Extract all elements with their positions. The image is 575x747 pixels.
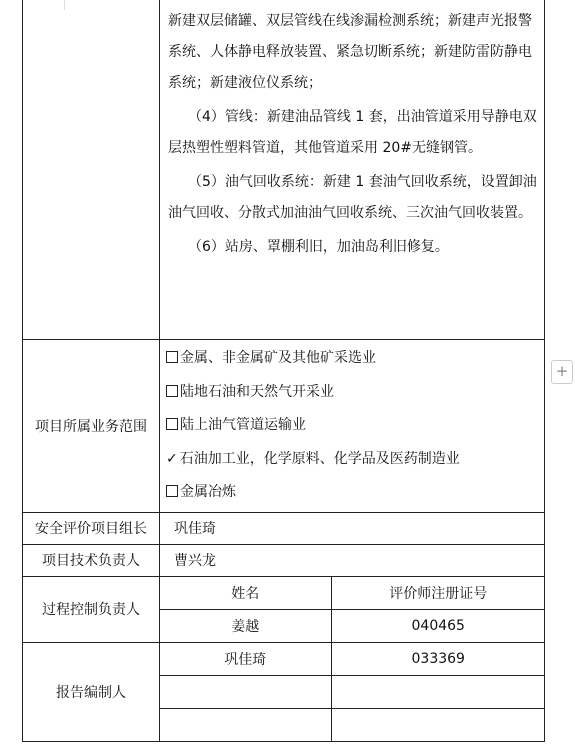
empty-cert-cell bbox=[331, 708, 545, 741]
process-control-subtable bbox=[160, 577, 545, 642]
process-control-header-row bbox=[160, 577, 545, 610]
scope-option-label: 陆地石油和天然气开采业 bbox=[180, 383, 334, 400]
empty-name-cell bbox=[160, 675, 331, 708]
add-row-button[interactable]: + bbox=[551, 360, 573, 384]
team-leader-label: 安全评价项目组长 bbox=[23, 512, 160, 544]
unchecked-box-icon bbox=[166, 418, 178, 430]
scope-option-petroleum-chemical[interactable] bbox=[166, 443, 544, 477]
description-item-6: （6）站房、罩棚利旧，加油岛利旧修复。 bbox=[188, 239, 449, 255]
scope-option-label: 金属、非金属矿及其他矿采选业 bbox=[180, 350, 376, 366]
process-control-cert: 040465 bbox=[331, 609, 545, 642]
scope-option-mining[interactable] bbox=[166, 342, 544, 376]
report-author-row bbox=[23, 642, 545, 741]
cert-column-header: 评价师注册证号 bbox=[331, 577, 545, 610]
tech-lead-value: 曹兴龙 bbox=[160, 544, 545, 576]
business-scope-row bbox=[23, 340, 545, 513]
unchecked-box-icon bbox=[166, 351, 178, 363]
check-mark-icon: ✓ bbox=[166, 450, 178, 467]
report-author-name: 巩佳琦 bbox=[160, 643, 331, 676]
description-item-5: （5）油气回收系统：新建 1 套油气回收系统，设置卸油油气回收、分散式加油油气回收系统、三次油气回收装置。 bbox=[168, 174, 537, 221]
name-column-header: 姓名 bbox=[160, 577, 331, 610]
scope-option-label: 石油加工业，化学原料、化学品及医药制造业 bbox=[179, 450, 460, 467]
scope-option-label: 金属冶炼 bbox=[180, 484, 236, 501]
report-author-cell bbox=[160, 642, 545, 741]
report-author-cert: 033369 bbox=[331, 643, 545, 676]
tech-lead-row bbox=[23, 544, 545, 576]
empty-name-cell bbox=[160, 708, 331, 741]
unchecked-box-icon bbox=[166, 485, 178, 497]
scope-option-oil-gas-extraction[interactable] bbox=[166, 376, 544, 410]
business-scope-options bbox=[160, 340, 545, 513]
process-control-name: 姜越 bbox=[160, 609, 331, 642]
business-scope-label: 项目所属业务范围 bbox=[23, 340, 160, 513]
document-table-area bbox=[22, 0, 544, 733]
scope-option-pipeline-transport[interactable] bbox=[166, 409, 544, 443]
report-author-person-row bbox=[160, 643, 545, 676]
process-control-row bbox=[23, 576, 545, 642]
scope-option-metal-smelting[interactable] bbox=[166, 476, 544, 510]
evaluation-info-table bbox=[22, 0, 545, 742]
empty-cert-cell bbox=[331, 675, 545, 708]
description-line-1: 新建双层储罐、双层管线在线渗漏检测系统；新建声光报警系统、人体静电释放装置、紧急切断系统；新建防雷防静电系统；新建液位仪系统； bbox=[168, 13, 532, 91]
report-author-subtable bbox=[160, 643, 545, 741]
description-cell bbox=[160, 0, 545, 340]
unchecked-box-icon bbox=[166, 385, 178, 397]
tech-lead-label: 项目技术负责人 bbox=[23, 544, 160, 576]
process-control-person-row bbox=[160, 609, 545, 642]
team-leader-row bbox=[23, 512, 545, 544]
report-author-label: 报告编制人 bbox=[23, 642, 160, 741]
scope-option-label: 陆上油气管道运输业 bbox=[180, 417, 306, 434]
process-control-cell bbox=[160, 576, 545, 642]
report-author-empty-row bbox=[160, 675, 545, 708]
report-author-empty-row bbox=[160, 708, 545, 741]
process-control-label: 过程控制负责人 bbox=[23, 576, 160, 642]
description-label-cell bbox=[23, 0, 160, 340]
description-item-4: （4）管线：新建油品管线 1 套，出油管道采用导静电双层热塑性塑料管道，其他管道采用 20#无缝钢管。 bbox=[168, 109, 537, 156]
team-leader-value: 巩佳琦 bbox=[160, 512, 545, 544]
description-row bbox=[23, 0, 545, 340]
